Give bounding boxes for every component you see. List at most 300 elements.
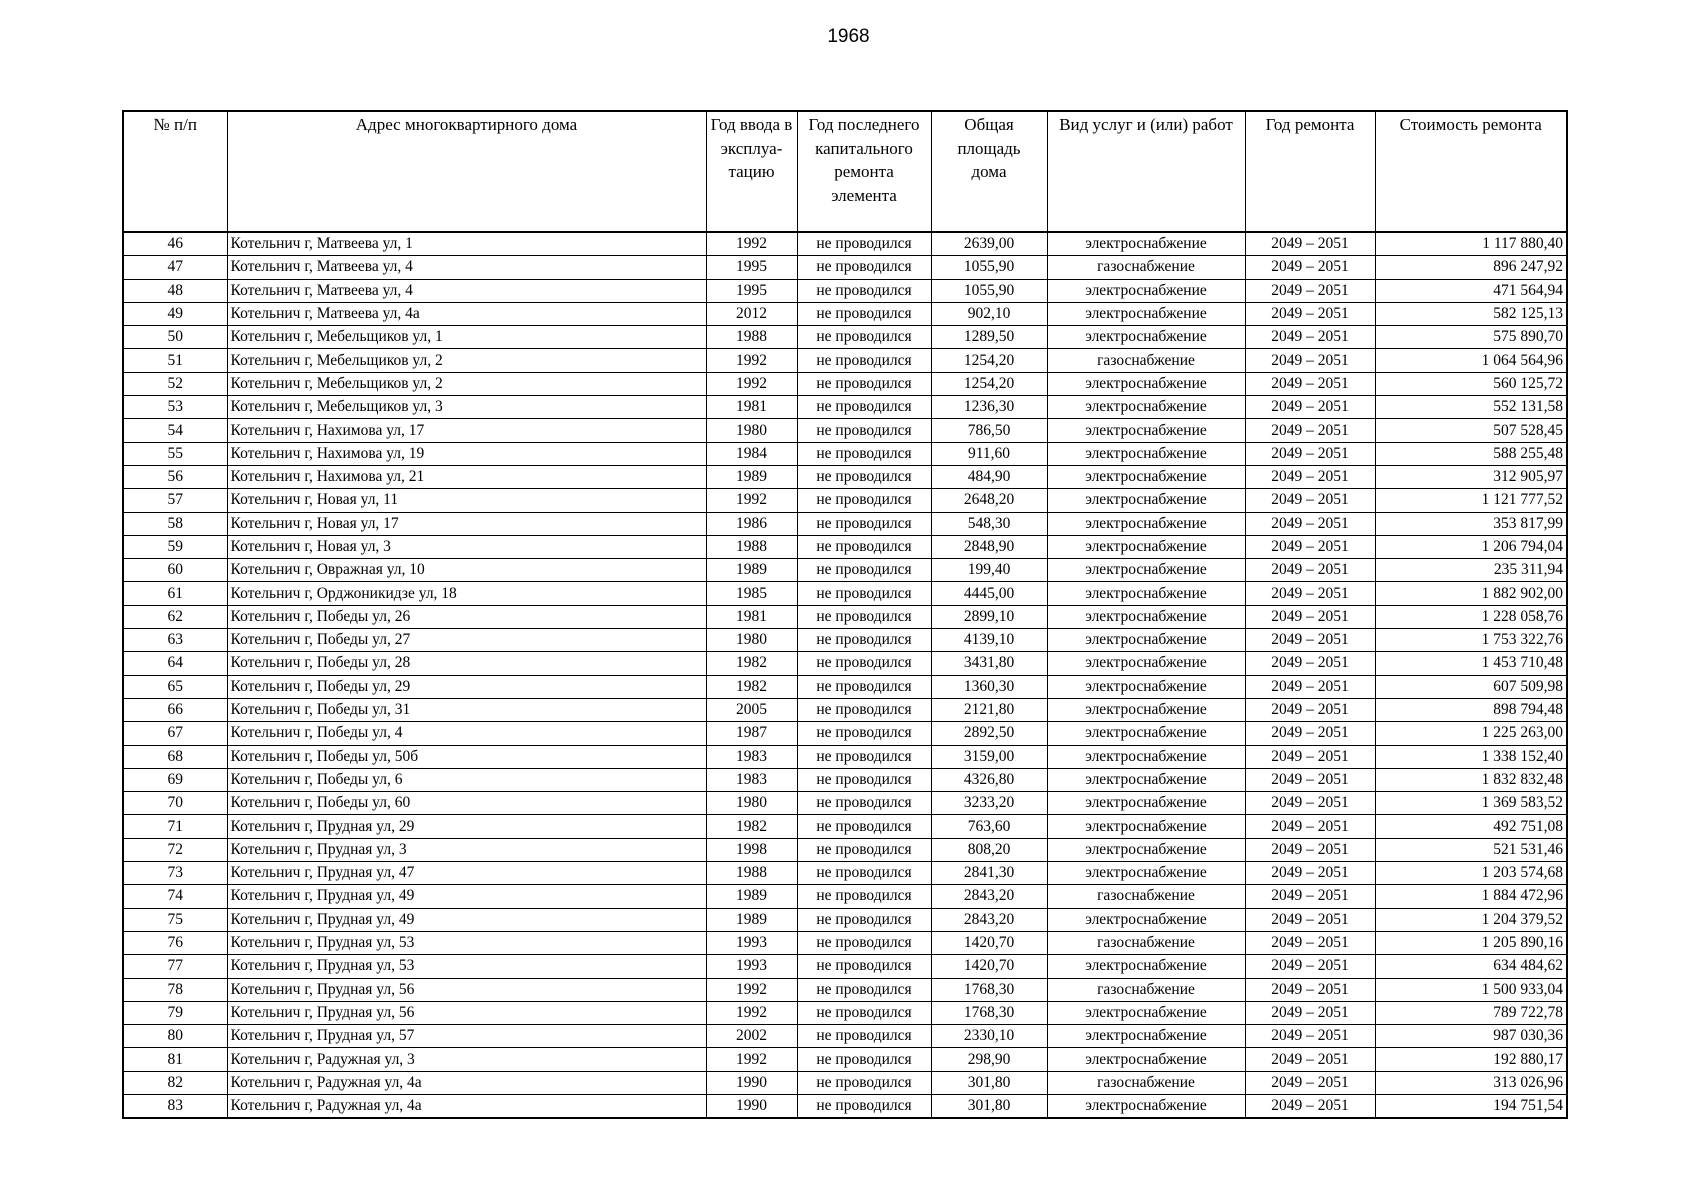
cell-repair-year: 2049 – 2051: [1245, 698, 1375, 721]
cell-number: 48: [123, 279, 227, 302]
cell-repair-cost: 1 338 152,40: [1375, 745, 1567, 768]
cell-number: 82: [123, 1071, 227, 1094]
cell-total-area: 4326,80: [931, 768, 1047, 791]
cell-service-type: электроснабжение: [1047, 419, 1245, 442]
cell-repair-year: 2049 – 2051: [1245, 559, 1375, 582]
cell-repair-year: 2049 – 2051: [1245, 372, 1375, 395]
cell-commission-year: 1982: [706, 675, 797, 698]
cell-number: 76: [123, 931, 227, 954]
cell-repair-year: 2049 – 2051: [1245, 582, 1375, 605]
cell-commission-year: 1983: [706, 745, 797, 768]
table-row: [123, 396, 1567, 419]
cell-last-repair: не проводился: [797, 862, 931, 885]
cell-repair-year: 2049 – 2051: [1245, 349, 1375, 372]
cell-service-type: электроснабжение: [1047, 652, 1245, 675]
cell-last-repair: не проводился: [797, 512, 931, 535]
table-row: [123, 326, 1567, 349]
cell-last-repair: не проводился: [797, 442, 931, 465]
cell-total-area: 3159,00: [931, 745, 1047, 768]
cell-service-type: электроснабжение: [1047, 792, 1245, 815]
cell-service-type: газоснабжение: [1047, 885, 1245, 908]
cell-repair-year: 2049 – 2051: [1245, 1025, 1375, 1048]
cell-total-area: 1289,50: [931, 326, 1047, 349]
page-number: 1968: [827, 26, 870, 47]
cell-service-type: электроснабжение: [1047, 559, 1245, 582]
cell-repair-year: 2049 – 2051: [1245, 908, 1375, 931]
cell-repair-year: 2049 – 2051: [1245, 792, 1375, 815]
cell-address: Котельнич г, Победы ул, 50б: [227, 745, 706, 768]
cell-number: 65: [123, 675, 227, 698]
cell-number: 72: [123, 838, 227, 861]
cell-service-type: электроснабжение: [1047, 1025, 1245, 1048]
cell-number: 81: [123, 1048, 227, 1071]
cell-number: 73: [123, 862, 227, 885]
cell-number: 79: [123, 1001, 227, 1024]
cell-last-repair: не проводился: [797, 815, 931, 838]
table-row: [123, 559, 1567, 582]
cell-repair-year: 2049 – 2051: [1245, 302, 1375, 325]
cell-number: 67: [123, 722, 227, 745]
cell-commission-year: 1985: [706, 582, 797, 605]
cell-repair-year: 2049 – 2051: [1245, 955, 1375, 978]
cell-service-type: электроснабжение: [1047, 582, 1245, 605]
cell-repair-year: 2049 – 2051: [1245, 605, 1375, 628]
cell-number: 54: [123, 419, 227, 442]
cell-address: Котельнич г, Победы ул, 29: [227, 675, 706, 698]
cell-address: Котельнич г, Победы ул, 4: [227, 722, 706, 745]
cell-service-type: электроснабжение: [1047, 722, 1245, 745]
cell-address: Котельнич г, Орджоникидзе ул, 18: [227, 582, 706, 605]
cell-last-repair: не проводился: [797, 745, 931, 768]
cell-commission-year: 1995: [706, 279, 797, 302]
cell-number: 58: [123, 512, 227, 535]
cell-repair-year: 2049 – 2051: [1245, 745, 1375, 768]
table-row: [123, 815, 1567, 838]
cell-commission-year: 1992: [706, 1048, 797, 1071]
table-row: [123, 349, 1567, 372]
cell-repair-cost: 582 125,13: [1375, 302, 1567, 325]
cell-address: Котельнич г, Овражная ул, 10: [227, 559, 706, 582]
cell-total-area: 1055,90: [931, 256, 1047, 279]
cell-service-type: электроснабжение: [1047, 465, 1245, 488]
cell-repair-cost: 471 564,94: [1375, 279, 1567, 302]
cell-repair-year: 2049 – 2051: [1245, 279, 1375, 302]
cell-repair-cost: 1 117 880,40: [1375, 232, 1567, 256]
cell-commission-year: 1989: [706, 908, 797, 931]
table-row: [123, 489, 1567, 512]
cell-service-type: электроснабжение: [1047, 745, 1245, 768]
cell-repair-cost: 1 753 322,76: [1375, 629, 1567, 652]
cell-commission-year: 1989: [706, 559, 797, 582]
cell-service-type: электроснабжение: [1047, 862, 1245, 885]
cell-total-area: 2843,20: [931, 885, 1047, 908]
cell-number: 47: [123, 256, 227, 279]
cell-total-area: 1768,30: [931, 978, 1047, 1001]
table-row: [123, 698, 1567, 721]
cell-address: Котельнич г, Матвеева ул, 4: [227, 256, 706, 279]
table-row: [123, 1071, 1567, 1094]
cell-service-type: электроснабжение: [1047, 629, 1245, 652]
cell-last-repair: не проводился: [797, 302, 931, 325]
table-row: [123, 372, 1567, 395]
cell-address: Котельнич г, Новая ул, 17: [227, 512, 706, 535]
table-row: [123, 978, 1567, 1001]
cell-repair-cost: 1 206 794,04: [1375, 535, 1567, 558]
cell-service-type: электроснабжение: [1047, 675, 1245, 698]
cell-last-repair: не проводился: [797, 908, 931, 931]
cell-total-area: 902,10: [931, 302, 1047, 325]
cell-repair-year: 2049 – 2051: [1245, 256, 1375, 279]
cell-last-repair: не проводился: [797, 955, 931, 978]
cell-commission-year: 1992: [706, 1001, 797, 1024]
header-total-area: Общая площадь дома: [931, 111, 1047, 232]
cell-service-type: газоснабжение: [1047, 931, 1245, 954]
cell-number: 63: [123, 629, 227, 652]
cell-repair-cost: 987 030,36: [1375, 1025, 1567, 1048]
cell-commission-year: 1995: [706, 256, 797, 279]
cell-commission-year: 2005: [706, 698, 797, 721]
cell-repair-cost: 353 817,99: [1375, 512, 1567, 535]
cell-commission-year: 1989: [706, 885, 797, 908]
cell-repair-cost: 560 125,72: [1375, 372, 1567, 395]
cell-repair-year: 2049 – 2051: [1245, 465, 1375, 488]
table-row: [123, 675, 1567, 698]
cell-last-repair: не проводился: [797, 489, 931, 512]
cell-repair-year: 2049 – 2051: [1245, 1001, 1375, 1024]
cell-commission-year: 1980: [706, 629, 797, 652]
cell-repair-year: 2049 – 2051: [1245, 1048, 1375, 1071]
cell-service-type: электроснабжение: [1047, 232, 1245, 256]
cell-commission-year: 2002: [706, 1025, 797, 1048]
cell-address: Котельнич г, Прудная ул, 47: [227, 862, 706, 885]
header-address: Адрес многоквартирного дома: [227, 111, 706, 232]
cell-total-area: 484,90: [931, 465, 1047, 488]
cell-commission-year: 1990: [706, 1094, 797, 1118]
cell-repair-year: 2049 – 2051: [1245, 326, 1375, 349]
cell-repair-cost: 1 228 058,76: [1375, 605, 1567, 628]
cell-number: 50: [123, 326, 227, 349]
cell-total-area: 1236,30: [931, 396, 1047, 419]
table-row: [123, 535, 1567, 558]
table-row: [123, 1094, 1567, 1118]
cell-commission-year: 1990: [706, 1071, 797, 1094]
cell-number: 56: [123, 465, 227, 488]
table-row: [123, 722, 1567, 745]
cell-service-type: электроснабжение: [1047, 512, 1245, 535]
table-row: [123, 955, 1567, 978]
header-repair-cost: Стоимость ремонта: [1375, 111, 1567, 232]
cell-service-type: электроснабжение: [1047, 442, 1245, 465]
cell-repair-cost: 634 484,62: [1375, 955, 1567, 978]
cell-address: Котельнич г, Прудная ул, 3: [227, 838, 706, 861]
cell-total-area: 1254,20: [931, 349, 1047, 372]
cell-last-repair: не проводился: [797, 978, 931, 1001]
table-row: [123, 512, 1567, 535]
cell-number: 64: [123, 652, 227, 675]
cell-last-repair: не проводился: [797, 1001, 931, 1024]
cell-service-type: электроснабжение: [1047, 1094, 1245, 1118]
cell-address: Котельнич г, Радужная ул, 3: [227, 1048, 706, 1071]
table-row: [123, 931, 1567, 954]
cell-address: Котельнич г, Победы ул, 6: [227, 768, 706, 791]
cell-last-repair: не проводился: [797, 698, 931, 721]
cell-address: Котельнич г, Прудная ул, 57: [227, 1025, 706, 1048]
cell-repair-cost: 1 500 933,04: [1375, 978, 1567, 1001]
cell-last-repair: не проводился: [797, 279, 931, 302]
cell-commission-year: 1980: [706, 419, 797, 442]
cell-last-repair: не проводился: [797, 605, 931, 628]
cell-repair-year: 2049 – 2051: [1245, 489, 1375, 512]
cell-total-area: 2843,20: [931, 908, 1047, 931]
cell-last-repair: не проводился: [797, 465, 931, 488]
cell-repair-year: 2049 – 2051: [1245, 1094, 1375, 1118]
cell-total-area: 2639,00: [931, 232, 1047, 256]
cell-address: Котельнич г, Победы ул, 60: [227, 792, 706, 815]
cell-commission-year: 1987: [706, 722, 797, 745]
table-row: [123, 279, 1567, 302]
table-row: [123, 232, 1567, 256]
cell-service-type: электроснабжение: [1047, 372, 1245, 395]
cell-address: Котельнич г, Прудная ул, 56: [227, 1001, 706, 1024]
cell-service-type: электроснабжение: [1047, 605, 1245, 628]
cell-service-type: газоснабжение: [1047, 349, 1245, 372]
cell-total-area: 2648,20: [931, 489, 1047, 512]
cell-repair-year: 2049 – 2051: [1245, 232, 1375, 256]
cell-repair-year: 2049 – 2051: [1245, 862, 1375, 885]
cell-last-repair: не проводился: [797, 582, 931, 605]
cell-address: Котельнич г, Радужная ул, 4а: [227, 1094, 706, 1118]
cell-address: Котельнич г, Новая ул, 3: [227, 535, 706, 558]
cell-repair-year: 2049 – 2051: [1245, 419, 1375, 442]
cell-commission-year: 1998: [706, 838, 797, 861]
cell-commission-year: 1993: [706, 931, 797, 954]
header-repair-year: Год ремонта: [1245, 111, 1375, 232]
cell-total-area: 301,80: [931, 1071, 1047, 1094]
cell-service-type: электроснабжение: [1047, 1001, 1245, 1024]
cell-address: Котельнич г, Матвеева ул, 1: [227, 232, 706, 256]
cell-repair-cost: 789 722,78: [1375, 1001, 1567, 1024]
cell-total-area: 4445,00: [931, 582, 1047, 605]
cell-service-type: электроснабжение: [1047, 326, 1245, 349]
cell-repair-cost: 896 247,92: [1375, 256, 1567, 279]
table-row: [123, 745, 1567, 768]
cell-address: Котельнич г, Матвеева ул, 4: [227, 279, 706, 302]
cell-repair-cost: 192 880,17: [1375, 1048, 1567, 1071]
cell-last-repair: не проводился: [797, 768, 931, 791]
table-row: [123, 908, 1567, 931]
cell-last-repair: не проводился: [797, 535, 931, 558]
cell-total-area: 2899,10: [931, 605, 1047, 628]
cell-address: Котельнич г, Прудная ул, 29: [227, 815, 706, 838]
cell-total-area: 786,50: [931, 419, 1047, 442]
cell-total-area: 763,60: [931, 815, 1047, 838]
cell-commission-year: 1982: [706, 652, 797, 675]
cell-total-area: 548,30: [931, 512, 1047, 535]
cell-commission-year: 1992: [706, 978, 797, 1001]
cell-number: 55: [123, 442, 227, 465]
cell-total-area: 301,80: [931, 1094, 1047, 1118]
cell-repair-year: 2049 – 2051: [1245, 768, 1375, 791]
cell-address: Котельнич г, Радужная ул, 4а: [227, 1071, 706, 1094]
cell-address: Котельнич г, Мебельщиков ул, 2: [227, 349, 706, 372]
table-row: [123, 465, 1567, 488]
cell-number: 80: [123, 1025, 227, 1048]
cell-repair-cost: 1 453 710,48: [1375, 652, 1567, 675]
cell-last-repair: не проводился: [797, 1048, 931, 1071]
cell-total-area: 1420,70: [931, 931, 1047, 954]
cell-address: Котельнич г, Мебельщиков ул, 1: [227, 326, 706, 349]
cell-repair-year: 2049 – 2051: [1245, 652, 1375, 675]
cell-service-type: электроснабжение: [1047, 698, 1245, 721]
cell-commission-year: 1988: [706, 862, 797, 885]
cell-last-repair: не проводился: [797, 326, 931, 349]
cell-service-type: электроснабжение: [1047, 302, 1245, 325]
cell-last-repair: не проводился: [797, 559, 931, 582]
cell-service-type: электроснабжение: [1047, 908, 1245, 931]
header-commission-year: Год ввода в эксплуа-тацию: [706, 111, 797, 232]
cell-repair-cost: 507 528,45: [1375, 419, 1567, 442]
cell-repair-cost: 575 890,70: [1375, 326, 1567, 349]
table-row: [123, 768, 1567, 791]
cell-repair-year: 2049 – 2051: [1245, 978, 1375, 1001]
cell-service-type: электроснабжение: [1047, 489, 1245, 512]
cell-repair-year: 2049 – 2051: [1245, 838, 1375, 861]
cell-repair-cost: 1 369 583,52: [1375, 792, 1567, 815]
cell-service-type: электроснабжение: [1047, 1048, 1245, 1071]
table-row: [123, 419, 1567, 442]
cell-total-area: 1360,30: [931, 675, 1047, 698]
cell-number: 66: [123, 698, 227, 721]
cell-number: 68: [123, 745, 227, 768]
cell-commission-year: 1989: [706, 465, 797, 488]
cell-repair-cost: 492 751,08: [1375, 815, 1567, 838]
cell-repair-year: 2049 – 2051: [1245, 1071, 1375, 1094]
header-number: № п/п: [123, 111, 227, 232]
table-row: [123, 1048, 1567, 1071]
table-body: [123, 232, 1567, 1118]
header-last-repair-year: Год последнего капитального ремонта элемента: [797, 111, 931, 232]
cell-commission-year: 1993: [706, 955, 797, 978]
cell-total-area: 2848,90: [931, 535, 1047, 558]
cell-commission-year: 1981: [706, 605, 797, 628]
cell-number: 49: [123, 302, 227, 325]
cell-last-repair: не проводился: [797, 372, 931, 395]
table-row: [123, 652, 1567, 675]
cell-repair-cost: 1 203 574,68: [1375, 862, 1567, 885]
table-row: [123, 302, 1567, 325]
cell-repair-cost: 552 131,58: [1375, 396, 1567, 419]
table-row: [123, 1001, 1567, 1024]
cell-number: 60: [123, 559, 227, 582]
cell-address: Котельнич г, Мебельщиков ул, 2: [227, 372, 706, 395]
cell-commission-year: 1992: [706, 349, 797, 372]
cell-number: 77: [123, 955, 227, 978]
cell-repair-year: 2049 – 2051: [1245, 629, 1375, 652]
cell-address: Котельнич г, Нахимова ул, 21: [227, 465, 706, 488]
cell-commission-year: 1992: [706, 232, 797, 256]
cell-last-repair: не проводился: [797, 629, 931, 652]
cell-repair-cost: 521 531,46: [1375, 838, 1567, 861]
table-header: [123, 111, 1567, 232]
cell-repair-cost: 194 751,54: [1375, 1094, 1567, 1118]
cell-repair-year: 2049 – 2051: [1245, 535, 1375, 558]
cell-service-type: электроснабжение: [1047, 279, 1245, 302]
cell-total-area: 199,40: [931, 559, 1047, 582]
cell-service-type: электроснабжение: [1047, 768, 1245, 791]
cell-total-area: 3233,20: [931, 792, 1047, 815]
cell-last-repair: не проводился: [797, 931, 931, 954]
cell-number: 52: [123, 372, 227, 395]
cell-service-type: газоснабжение: [1047, 1071, 1245, 1094]
cell-number: 74: [123, 885, 227, 908]
table-row: [123, 582, 1567, 605]
cell-last-repair: не проводился: [797, 1094, 931, 1118]
cell-number: 57: [123, 489, 227, 512]
cell-repair-cost: 1 121 777,52: [1375, 489, 1567, 512]
cell-service-type: электроснабжение: [1047, 815, 1245, 838]
cell-address: Котельнич г, Победы ул, 31: [227, 698, 706, 721]
cell-address: Котельнич г, Новая ул, 11: [227, 489, 706, 512]
cell-number: 51: [123, 349, 227, 372]
cell-address: Котельнич г, Прудная ул, 56: [227, 978, 706, 1001]
cell-number: 61: [123, 582, 227, 605]
cell-last-repair: не проводился: [797, 792, 931, 815]
cell-last-repair: не проводился: [797, 396, 931, 419]
cell-number: 75: [123, 908, 227, 931]
cell-total-area: 808,20: [931, 838, 1047, 861]
cell-repair-cost: 1 832 832,48: [1375, 768, 1567, 791]
cell-number: 78: [123, 978, 227, 1001]
cell-total-area: 1420,70: [931, 955, 1047, 978]
cell-total-area: 2892,50: [931, 722, 1047, 745]
cell-repair-cost: 898 794,48: [1375, 698, 1567, 721]
cell-repair-year: 2049 – 2051: [1245, 885, 1375, 908]
cell-total-area: 2121,80: [931, 698, 1047, 721]
cell-number: 53: [123, 396, 227, 419]
cell-last-repair: не проводился: [797, 1071, 931, 1094]
cell-total-area: 4139,10: [931, 629, 1047, 652]
cell-last-repair: не проводился: [797, 885, 931, 908]
cell-commission-year: 1980: [706, 792, 797, 815]
cell-commission-year: 1981: [706, 396, 797, 419]
cell-address: Котельнич г, Победы ул, 26: [227, 605, 706, 628]
cell-address: Котельнич г, Прудная ул, 53: [227, 931, 706, 954]
cell-address: Котельнич г, Прудная ул, 49: [227, 885, 706, 908]
cell-repair-cost: 607 509,98: [1375, 675, 1567, 698]
cell-repair-cost: 1 205 890,16: [1375, 931, 1567, 954]
header-service-type: Вид услуг и (или) работ: [1047, 111, 1245, 232]
cell-number: 83: [123, 1094, 227, 1118]
cell-number: 59: [123, 535, 227, 558]
cell-address: Котельнич г, Матвеева ул, 4а: [227, 302, 706, 325]
cell-repair-cost: 1 204 379,52: [1375, 908, 1567, 931]
cell-number: 70: [123, 792, 227, 815]
cell-total-area: 3431,80: [931, 652, 1047, 675]
table-row: [123, 885, 1567, 908]
cell-last-repair: не проводился: [797, 1025, 931, 1048]
cell-number: 69: [123, 768, 227, 791]
cell-number: 71: [123, 815, 227, 838]
cell-repair-year: 2049 – 2051: [1245, 396, 1375, 419]
cell-repair-cost: 235 311,94: [1375, 559, 1567, 582]
cell-repair-year: 2049 – 2051: [1245, 512, 1375, 535]
cell-address: Котельнич г, Мебельщиков ул, 3: [227, 396, 706, 419]
cell-address: Котельнич г, Нахимова ул, 19: [227, 442, 706, 465]
cell-repair-year: 2049 – 2051: [1245, 442, 1375, 465]
cell-last-repair: не проводился: [797, 232, 931, 256]
cell-repair-cost: 312 905,97: [1375, 465, 1567, 488]
cell-last-repair: не проводился: [797, 419, 931, 442]
